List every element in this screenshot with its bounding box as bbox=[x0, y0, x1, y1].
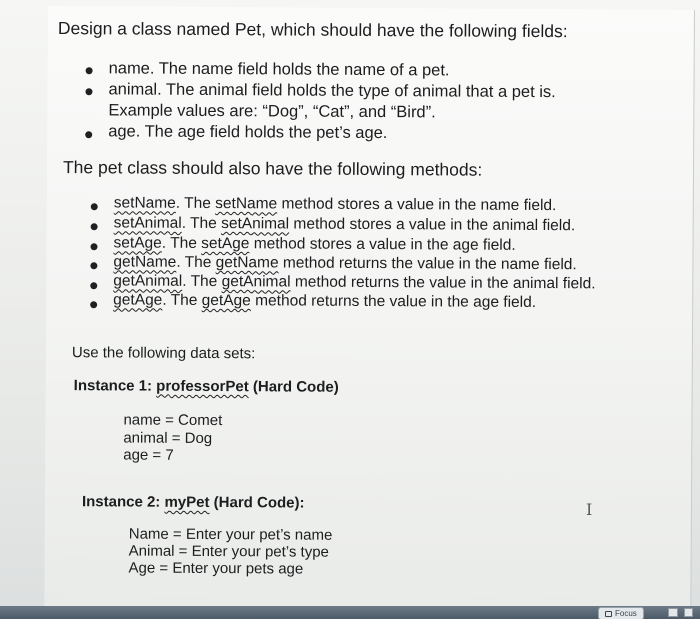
method-desc: method stores a value in the name field. bbox=[277, 195, 557, 215]
method-desc: method stores a value in the animal field. bbox=[289, 215, 576, 235]
instance2-heading bbox=[82, 494, 305, 510]
instance1-line: animal = Dog bbox=[123, 429, 213, 448]
instance1-line: name = Comet bbox=[123, 411, 223, 430]
method-item bbox=[114, 215, 576, 233]
method-sep: . The bbox=[175, 194, 216, 213]
instance2-line: Animal = Enter your pet’s type bbox=[128, 542, 329, 561]
bullet-icon bbox=[85, 131, 92, 138]
method-desc: method stores a value in the age field. bbox=[249, 235, 516, 254]
text-cursor-icon: I bbox=[586, 500, 593, 519]
bullet-icon bbox=[91, 243, 98, 250]
field-name-item: name. The name field holds the name of a pet. bbox=[108, 59, 450, 80]
method-item bbox=[114, 235, 516, 253]
instance2-line: Name = Enter your pet’s name bbox=[128, 525, 333, 544]
bullet-icon bbox=[85, 88, 92, 95]
instance1-name: professorPet bbox=[156, 377, 249, 396]
method-name-ref: setAnimal bbox=[221, 215, 290, 233]
method-sep: . The bbox=[176, 253, 216, 272]
method-name: setAnimal bbox=[113, 214, 182, 232]
bullet-icon bbox=[90, 262, 97, 269]
field-age-item: age. The age field holds the pet’s age. bbox=[108, 122, 388, 143]
method-name-ref: getName bbox=[215, 254, 279, 272]
focus-button[interactable] bbox=[598, 607, 644, 619]
method-name: getAge bbox=[113, 291, 163, 309]
method-desc: method returns the value in the age field. bbox=[250, 292, 537, 311]
instance2-prefix: Instance 2: bbox=[81, 493, 165, 511]
methods-intro-text: The pet class should also have the following methods: bbox=[62, 157, 483, 180]
method-sep: . The bbox=[162, 291, 202, 309]
layout-icon[interactable] bbox=[668, 608, 678, 617]
method-sep: . The bbox=[182, 272, 222, 291]
method-sep: . The bbox=[181, 214, 222, 233]
method-name: setName bbox=[113, 194, 176, 212]
method-item bbox=[113, 292, 536, 310]
instance2-line: Age = Enter your pets age bbox=[128, 559, 304, 578]
bullet-icon bbox=[86, 67, 93, 74]
instance1-suffix: (Hard Code) bbox=[248, 378, 339, 396]
method-desc: method returns the value in the animal field. bbox=[290, 273, 596, 293]
method-desc: method returns the value in the name field. bbox=[278, 254, 577, 274]
bullet-icon bbox=[91, 203, 98, 210]
view-icon[interactable] bbox=[684, 608, 693, 617]
datasets-intro-text: Use the following data sets: bbox=[71, 344, 256, 363]
method-sep: . The bbox=[161, 234, 202, 252]
document-page bbox=[44, 6, 695, 610]
method-item bbox=[114, 195, 557, 213]
field-animal-item: animal. The animal field holds the type of animal that a pet is. bbox=[108, 80, 556, 102]
method-name-ref: getAnimal bbox=[221, 273, 291, 291]
method-item bbox=[113, 273, 595, 291]
instance2-name: myPet bbox=[164, 493, 210, 511]
method-name: setAge bbox=[113, 234, 162, 252]
instance1-line: age = 7 bbox=[123, 446, 174, 464]
instance1-prefix: Instance 1: bbox=[73, 377, 157, 395]
instance1-heading bbox=[74, 378, 339, 395]
taskbar bbox=[0, 606, 700, 619]
method-item bbox=[113, 254, 576, 272]
focus-label: Focus bbox=[615, 609, 637, 618]
method-name: getName bbox=[113, 253, 177, 271]
method-name-ref: getAge bbox=[201, 291, 251, 310]
bullet-icon bbox=[91, 223, 98, 230]
method-name: getAnimal bbox=[113, 272, 183, 290]
field-animal-examples: Example values are: “Dog”, “Cat”, and “Bird”. bbox=[108, 101, 436, 122]
method-name-ref: setName bbox=[215, 195, 278, 213]
intro-text: Design a class named Pet, which should have the following fields: bbox=[57, 18, 568, 42]
instance2-suffix: (Hard Code): bbox=[209, 493, 305, 512]
bullet-icon bbox=[90, 301, 97, 308]
focus-icon bbox=[605, 611, 612, 617]
bullet-icon bbox=[90, 282, 97, 289]
method-name-ref: setAge bbox=[201, 234, 250, 253]
